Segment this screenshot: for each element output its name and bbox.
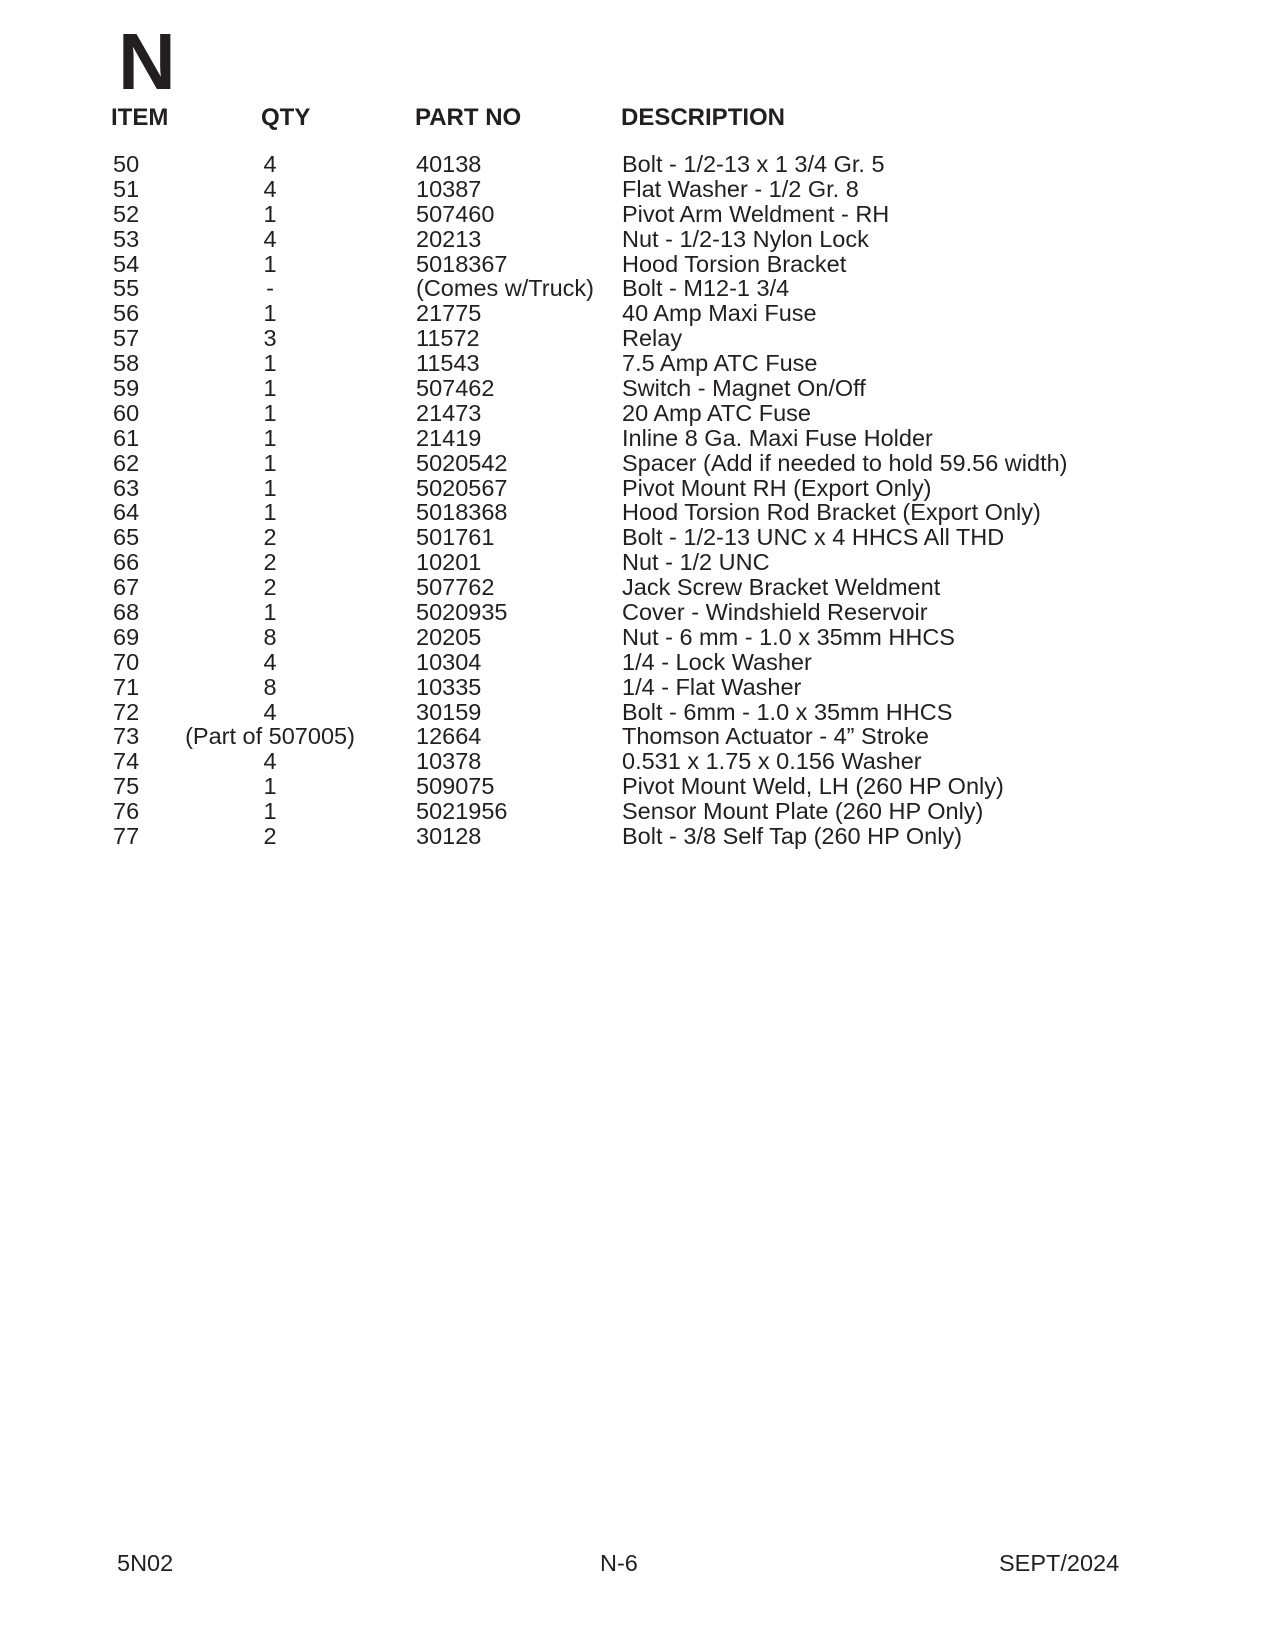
cell-part-no: 5018368 bbox=[416, 499, 508, 526]
cell-item: 55 bbox=[113, 275, 140, 302]
cell-qty: 4 bbox=[263, 175, 277, 202]
cell-item: 70 bbox=[113, 648, 140, 675]
cell-item: 58 bbox=[113, 350, 140, 377]
cell-part-no: 509075 bbox=[416, 773, 495, 800]
table-row bbox=[0, 276, 1275, 301]
cell-description: Jack Screw Bracket Weldment bbox=[622, 574, 941, 601]
cell-qty: 1 bbox=[263, 449, 277, 476]
cell-part-no: 30128 bbox=[416, 823, 482, 850]
cell-qty: 1 bbox=[263, 499, 277, 526]
table-row bbox=[0, 824, 1275, 849]
table-row bbox=[0, 376, 1275, 401]
cell-description: Bolt - M12-1 3/4 bbox=[622, 275, 790, 302]
cell-description: 0.531 x 1.75 x 0.156 Washer bbox=[622, 748, 922, 775]
cell-item: 61 bbox=[113, 424, 140, 451]
cell-qty: 1 bbox=[263, 424, 277, 451]
cell-part-no: 10201 bbox=[416, 549, 482, 576]
table-row bbox=[0, 326, 1275, 351]
cell-qty: 1 bbox=[263, 399, 277, 426]
cell-item: 68 bbox=[113, 599, 140, 626]
table-row bbox=[0, 177, 1275, 202]
cell-qty: 3 bbox=[263, 325, 277, 352]
cell-description: 7.5 Amp ATC Fuse bbox=[622, 350, 818, 377]
cell-description: Hood Torsion Rod Bracket (Export Only) bbox=[622, 499, 1041, 526]
cell-description: 1/4 - Lock Washer bbox=[622, 648, 812, 675]
cell-part-no: 501761 bbox=[416, 524, 495, 551]
cell-description: Nut - 6 mm - 1.0 x 35mm HHCS bbox=[622, 623, 955, 650]
footer-page-number: N-6 bbox=[600, 1550, 638, 1576]
table-row bbox=[0, 774, 1275, 799]
cell-part-no: (Comes w/Truck) bbox=[416, 275, 594, 302]
header-description: DESCRIPTION bbox=[621, 104, 786, 131]
cell-item: 63 bbox=[113, 474, 140, 501]
cell-description: Pivot Arm Weldment - RH bbox=[622, 200, 890, 227]
cell-qty: 8 bbox=[263, 623, 277, 650]
cell-qty: 1 bbox=[263, 300, 277, 327]
cell-description: Bolt - 3/8 Self Tap (260 HP Only) bbox=[622, 823, 963, 850]
table-row bbox=[0, 749, 1275, 774]
cell-description: Inline 8 Ga. Maxi Fuse Holder bbox=[622, 424, 933, 451]
cell-part-no: 21419 bbox=[416, 424, 482, 451]
cell-part-no: 10387 bbox=[416, 175, 482, 202]
cell-description: Cover - Windshield Reservoir bbox=[622, 599, 928, 626]
table-row bbox=[0, 724, 1275, 749]
table-rows bbox=[0, 152, 1275, 849]
cell-qty: 2 bbox=[263, 549, 277, 576]
cell-part-no: 5020567 bbox=[416, 474, 508, 501]
table-row bbox=[0, 625, 1275, 650]
cell-part-no: 10335 bbox=[416, 673, 482, 700]
cell-description: Pivot Mount RH (Export Only) bbox=[622, 474, 932, 501]
cell-qty: 2 bbox=[263, 823, 277, 850]
cell-part-no: 10378 bbox=[416, 748, 482, 775]
cell-qty: 4 bbox=[263, 748, 277, 775]
table-row bbox=[0, 525, 1275, 550]
cell-description: Relay bbox=[622, 325, 683, 352]
cell-part-no: 11572 bbox=[416, 325, 480, 352]
cell-item: 50 bbox=[113, 151, 140, 177]
cell-part-no: 5021956 bbox=[416, 798, 508, 825]
cell-description: Nut - 1/2 UNC bbox=[622, 549, 770, 576]
cell-description: 1/4 - Flat Washer bbox=[622, 673, 802, 700]
cell-item: 65 bbox=[113, 524, 140, 551]
cell-item: 53 bbox=[113, 225, 140, 252]
cell-qty: 4 bbox=[263, 648, 277, 675]
cell-qty: 4 bbox=[263, 151, 277, 177]
cell-item: 51 bbox=[113, 175, 140, 202]
cell-description: Thomson Actuator - 4” Stroke bbox=[622, 723, 929, 750]
cell-item: 52 bbox=[113, 200, 140, 227]
cell-item: 62 bbox=[113, 449, 140, 476]
table-row bbox=[0, 451, 1275, 476]
cell-part-no: 20205 bbox=[416, 623, 482, 650]
cell-description: 40 Amp Maxi Fuse bbox=[622, 300, 817, 327]
cell-description: Sensor Mount Plate (260 HP Only) bbox=[622, 798, 984, 825]
table-row bbox=[0, 799, 1275, 824]
cell-description: Hood Torsion Bracket bbox=[622, 250, 847, 277]
cell-description: Spacer (Add if needed to hold 59.56 width) bbox=[622, 449, 1068, 476]
cell-item: 76 bbox=[113, 798, 140, 825]
table-row bbox=[0, 650, 1275, 675]
table-row bbox=[0, 202, 1275, 227]
header-qty: QTY bbox=[261, 104, 311, 131]
cell-item: 71 bbox=[113, 673, 140, 700]
cell-part-no: 5018367 bbox=[416, 250, 508, 277]
table-row bbox=[0, 426, 1275, 451]
cell-item: 74 bbox=[113, 748, 140, 775]
cell-item: 54 bbox=[113, 250, 140, 277]
cell-part-no: 5020935 bbox=[416, 599, 508, 626]
cell-qty: 1 bbox=[263, 250, 277, 277]
cell-part-no: 507762 bbox=[416, 574, 495, 601]
cell-part-no: 40138 bbox=[416, 151, 482, 177]
cell-description: Bolt - 1/2-13 x 1 3/4 Gr. 5 bbox=[622, 151, 885, 177]
table-row bbox=[0, 401, 1275, 426]
cell-description: 20 Amp ATC Fuse bbox=[622, 399, 811, 426]
cell-qty: - bbox=[266, 275, 274, 302]
cell-part-no: 11543 bbox=[416, 350, 480, 377]
cell-qty: 2 bbox=[263, 574, 277, 601]
section-letter: N bbox=[118, 17, 176, 106]
cell-part-no: 20213 bbox=[416, 225, 482, 252]
cell-part-no: 5020542 bbox=[416, 449, 508, 476]
cell-item: 56 bbox=[113, 300, 140, 327]
cell-part-no: 30159 bbox=[416, 698, 482, 725]
table-row bbox=[0, 700, 1275, 725]
cell-item: 59 bbox=[113, 375, 140, 402]
cell-part-no: 21775 bbox=[416, 300, 482, 327]
table-row bbox=[0, 227, 1275, 252]
cell-part-no: 21473 bbox=[416, 399, 482, 426]
cell-item: 73 bbox=[113, 723, 140, 750]
table-row bbox=[0, 252, 1275, 277]
table-row bbox=[0, 550, 1275, 575]
cell-qty: (Part of 507005) bbox=[185, 723, 355, 750]
cell-qty: 4 bbox=[263, 225, 277, 252]
cell-item: 66 bbox=[113, 549, 140, 576]
cell-item: 77 bbox=[113, 823, 140, 850]
header-part-no: PART NO bbox=[415, 104, 522, 131]
cell-part-no: 10304 bbox=[416, 648, 482, 675]
cell-qty: 1 bbox=[263, 375, 277, 402]
cell-part-no: 507462 bbox=[416, 375, 495, 402]
footer-doc-code: 5N02 bbox=[117, 1550, 174, 1576]
cell-qty: 1 bbox=[263, 474, 277, 501]
cell-qty: 1 bbox=[263, 599, 277, 626]
table-row bbox=[0, 600, 1275, 625]
cell-description: Bolt - 1/2-13 UNC x 4 HHCS All THD bbox=[622, 524, 1005, 551]
cell-description: Bolt - 6mm - 1.0 x 35mm HHCS bbox=[622, 698, 953, 725]
table-row bbox=[0, 351, 1275, 376]
cell-part-no: 507460 bbox=[416, 200, 495, 227]
cell-qty: 4 bbox=[263, 698, 277, 725]
cell-item: 69 bbox=[113, 623, 140, 650]
cell-item: 72 bbox=[113, 698, 140, 725]
table-row bbox=[0, 500, 1275, 525]
cell-description: Flat Washer - 1/2 Gr. 8 bbox=[622, 175, 859, 202]
footer-date: SEPT/2024 bbox=[999, 1550, 1120, 1576]
cell-qty: 1 bbox=[263, 798, 277, 825]
cell-description: Nut - 1/2-13 Nylon Lock bbox=[622, 225, 869, 252]
table-row bbox=[0, 575, 1275, 600]
table-row bbox=[0, 301, 1275, 326]
cell-item: 67 bbox=[113, 574, 140, 601]
cell-item: 57 bbox=[113, 325, 140, 352]
cell-part-no: 12664 bbox=[416, 723, 482, 750]
cell-item: 60 bbox=[113, 399, 140, 426]
cell-item: 75 bbox=[113, 773, 140, 800]
cell-qty: 8 bbox=[263, 673, 277, 700]
cell-description: Pivot Mount Weld, LH (260 HP Only) bbox=[622, 773, 1004, 800]
table-row bbox=[0, 152, 1275, 177]
cell-qty: 2 bbox=[263, 524, 277, 551]
cell-qty: 1 bbox=[263, 200, 277, 227]
cell-description: Switch - Magnet On/Off bbox=[622, 375, 866, 402]
cell-qty: 1 bbox=[263, 773, 277, 800]
cell-qty: 1 bbox=[263, 350, 277, 377]
cell-item: 64 bbox=[113, 499, 140, 526]
header-item: ITEM bbox=[111, 104, 169, 131]
table-row bbox=[0, 476, 1275, 501]
table-row bbox=[0, 675, 1275, 700]
